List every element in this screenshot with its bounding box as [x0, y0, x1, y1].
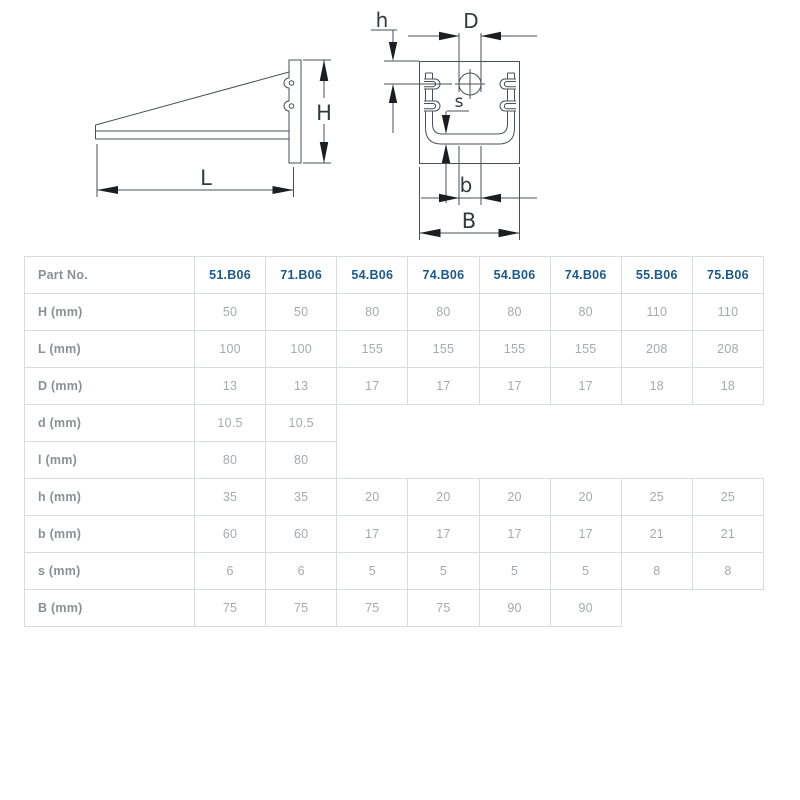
- table-row: [25, 479, 764, 516]
- spec-value-cell: 8: [621, 553, 692, 590]
- part-number-header: 54.B06: [479, 257, 550, 294]
- spec-value-cell: 90: [550, 590, 621, 627]
- spec-value-cell: 20: [337, 479, 408, 516]
- empty-region: [621, 590, 763, 627]
- row-label: d (mm): [25, 405, 195, 442]
- spec-value-cell: 90: [479, 590, 550, 627]
- spec-value-cell: 21: [692, 516, 763, 553]
- row-label: B (mm): [25, 590, 195, 627]
- spec-value-cell: 80: [479, 294, 550, 331]
- spec-value-cell: 10.5: [195, 405, 266, 442]
- spec-value-cell: 17: [408, 516, 479, 553]
- row-label: D (mm): [25, 368, 195, 405]
- technical-drawing: [0, 0, 800, 252]
- spec-value-cell: 50: [266, 294, 337, 331]
- spec-value-cell: 155: [408, 331, 479, 368]
- row-label: l (mm): [25, 442, 195, 479]
- part-number-header: 55.B06: [621, 257, 692, 294]
- spec-value-cell: 17: [408, 368, 479, 405]
- row-label: H (mm): [25, 294, 195, 331]
- dim-label-D: D: [463, 9, 479, 33]
- spec-value-cell: 75: [337, 590, 408, 627]
- part-number-header: 71.B06: [266, 257, 337, 294]
- spec-value-cell: 17: [337, 368, 408, 405]
- spec-value-cell: 80: [408, 294, 479, 331]
- spec-value-cell: 20: [408, 479, 479, 516]
- spec-value-cell: 60: [266, 516, 337, 553]
- spec-value-cell: 25: [621, 479, 692, 516]
- spec-value-cell: 8: [692, 553, 763, 590]
- spec-value-cell: 100: [266, 331, 337, 368]
- spec-table-container: [24, 256, 764, 627]
- spec-value-cell: 17: [337, 516, 408, 553]
- spec-value-cell: 75: [195, 590, 266, 627]
- plate-hole-top: [289, 81, 294, 86]
- part-number-header: 54.B06: [337, 257, 408, 294]
- spec-value-cell: 155: [337, 331, 408, 368]
- table-header-row: [25, 257, 764, 294]
- spec-value-cell: 208: [692, 331, 763, 368]
- spec-value-cell: 21: [621, 516, 692, 553]
- spec-value-cell: 13: [195, 368, 266, 405]
- spec-value-cell: 10.5: [266, 405, 337, 442]
- spec-value-cell: 60: [195, 516, 266, 553]
- spec-value-cell: 25: [692, 479, 763, 516]
- table-row: [25, 331, 764, 368]
- spec-value-cell: 20: [550, 479, 621, 516]
- row-label: h (mm): [25, 479, 195, 516]
- spec-value-cell: 5: [550, 553, 621, 590]
- empty-region: [337, 405, 764, 479]
- table-row: [25, 294, 764, 331]
- row-label: b (mm): [25, 516, 195, 553]
- parts-spec-table: [24, 256, 764, 627]
- spec-value-cell: 80: [195, 442, 266, 479]
- spec-value-cell: 18: [692, 368, 763, 405]
- part-number-header: 74.B06: [550, 257, 621, 294]
- part-number-header: 74.B06: [408, 257, 479, 294]
- dim-label-s: s: [454, 92, 464, 112]
- spec-value-cell: 100: [195, 331, 266, 368]
- spec-value-cell: 5: [479, 553, 550, 590]
- table-row: [25, 516, 764, 553]
- side-view-drawing: [96, 60, 334, 197]
- spec-value-cell: 110: [621, 294, 692, 331]
- dim-label-H: H: [316, 101, 332, 125]
- table-row: [25, 368, 764, 405]
- spec-value-cell: 50: [195, 294, 266, 331]
- spec-value-cell: 155: [479, 331, 550, 368]
- spec-value-cell: 110: [692, 294, 763, 331]
- dim-label-L: L: [200, 166, 212, 190]
- dim-label-b: b: [459, 173, 473, 197]
- spec-value-cell: 17: [550, 516, 621, 553]
- spec-value-cell: 20: [479, 479, 550, 516]
- spec-value-cell: 35: [266, 479, 337, 516]
- spec-value-cell: 75: [266, 590, 337, 627]
- front-view-drawing: [371, 8, 537, 240]
- spec-value-cell: 13: [266, 368, 337, 405]
- row-label: s (mm): [25, 553, 195, 590]
- spec-value-cell: 80: [550, 294, 621, 331]
- spec-value-cell: 17: [479, 516, 550, 553]
- part-no-header: Part No.: [25, 257, 195, 294]
- table-row: [25, 553, 764, 590]
- plate-hole-bottom: [289, 104, 294, 109]
- row-label: L (mm): [25, 331, 195, 368]
- spec-value-cell: 5: [408, 553, 479, 590]
- spec-value-cell: 80: [337, 294, 408, 331]
- dim-label-B: B: [461, 209, 477, 233]
- spec-value-cell: 17: [550, 368, 621, 405]
- part-number-header: 51.B06: [195, 257, 266, 294]
- spec-value-cell: 80: [266, 442, 337, 479]
- part-number-header: 75.B06: [692, 257, 763, 294]
- dim-label-h: h: [375, 8, 389, 32]
- table-row: [25, 590, 764, 627]
- spec-value-cell: 6: [266, 553, 337, 590]
- spec-value-cell: 5: [337, 553, 408, 590]
- spec-value-cell: 75: [408, 590, 479, 627]
- spec-value-cell: 17: [479, 368, 550, 405]
- spec-value-cell: 208: [621, 331, 692, 368]
- spec-value-cell: 155: [550, 331, 621, 368]
- spec-value-cell: 18: [621, 368, 692, 405]
- table-row: [25, 405, 764, 442]
- spec-value-cell: 35: [195, 479, 266, 516]
- spec-value-cell: 6: [195, 553, 266, 590]
